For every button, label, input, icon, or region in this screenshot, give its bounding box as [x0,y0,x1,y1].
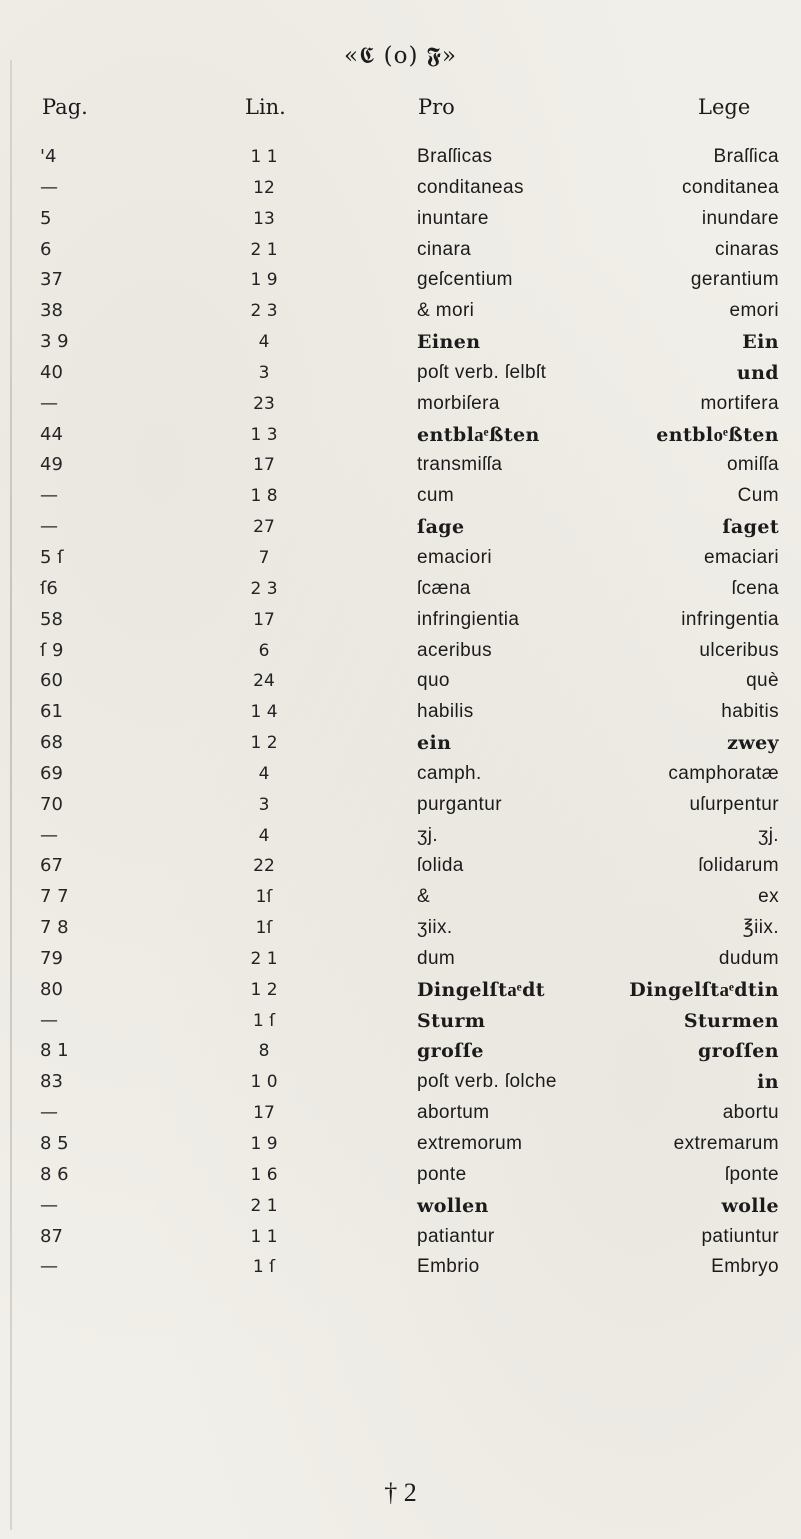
errata-line-number: 17 [253,455,275,476]
errata-correct-reading: cinaras [714,238,779,260]
errata-line-number: 1ſ [255,918,273,939]
errata-line-number: 4 [258,332,270,353]
errata-correct-reading: ʒj. [757,824,779,846]
errata-line-number: 2 1 [250,1195,278,1216]
errata-wrong-reading: abortum [417,1102,490,1124]
errata-page-number: 69 [40,762,63,784]
errata-row [0,358,801,389]
errata-correct-reading: und [736,361,779,384]
errata-row [0,543,801,574]
errata-page-number: — [40,1256,58,1278]
errata-wrong-reading: Einen [417,331,481,354]
errata-correct-reading: zwey [727,732,779,755]
errata-line-number: 2 1 [250,948,278,969]
errata-line-number: 22 [253,856,275,877]
errata-page-number: 8 5 [40,1133,69,1154]
errata-correct-reading: Dingelſtaͤdtin [629,978,779,1001]
errata-correct-reading: patiuntur [701,1225,779,1247]
errata-line-number: 12 [253,177,275,198]
errata-wrong-reading: poſt verb. ſolche [417,1071,557,1093]
errata-page-number: 83 [40,1071,63,1093]
errata-page-number: — [40,1102,58,1124]
errata-row [0,420,801,451]
errata-page-number: — [40,485,58,507]
column-header-pro: Pro [418,95,455,119]
errata-wrong-reading: ponte [417,1163,467,1185]
errata-row [0,605,801,636]
errata-correct-reading: entbloͤßten [656,423,779,446]
errata-row [0,296,801,327]
errata-page-number: 60 [40,670,63,692]
errata-wrong-reading: inuntare [417,207,489,229]
errata-wrong-reading: aceribus [417,639,493,661]
errata-row [0,759,801,790]
errata-page-number: 67 [40,855,63,877]
errata-line-number: 1ſ [255,887,273,908]
errata-row [0,235,801,266]
errata-line-number: 13 [253,208,275,229]
errata-row [0,173,801,204]
errata-page-number: 3 9 [40,331,69,353]
errata-line-number: 27 [253,517,275,538]
errata-row [0,1098,801,1129]
errata-page-number: — [40,392,58,414]
errata-page-number: — [40,1194,58,1216]
errata-table [0,142,801,1283]
errata-page-number: 80 [40,978,63,1000]
errata-correct-reading: ſcena [731,577,779,599]
errata-correct-reading: uſurpentur [689,793,779,815]
errata-correct-reading: conditanea [682,176,779,198]
errata-page-number: 7 8 [40,917,69,939]
errata-correct-reading: Cum [737,485,779,507]
errata-correct-reading: ſolidarum [698,855,779,877]
errata-line-number: 1 1 [250,147,278,167]
errata-wrong-reading: & [417,886,431,908]
errata-wrong-reading: transmiſſa [417,454,503,476]
errata-wrong-reading: dum [417,947,456,969]
errata-row [0,666,801,697]
errata-row [0,1222,801,1253]
errata-correct-reading: ulceribus [699,639,779,661]
errata-page-number: 8 6 [40,1163,69,1185]
errata-line-number: 1 3 [250,424,278,445]
errata-line-number: 17 [253,1103,275,1124]
errata-wrong-reading: ſage [417,516,465,539]
errata-row [0,204,801,235]
errata-line-number: 1 9 [250,270,278,291]
errata-wrong-reading: purgantur [417,793,502,815]
errata-correct-reading: wolle [721,1194,779,1217]
errata-wrong-reading: patiantur [417,1225,495,1247]
errata-correct-reading: gerantium [690,269,779,291]
errata-line-number: 1 2 [250,733,278,754]
errata-wrong-reading: ſolida [417,855,464,877]
errata-wrong-reading: habilis [417,701,474,723]
header-ornament: «𝕮 (o) 𝕱» [344,43,457,69]
errata-wrong-reading: wollen [417,1194,489,1217]
errata-correct-reading: omiſſa [726,454,779,476]
errata-correct-reading: Embryo [711,1256,779,1278]
errata-wrong-reading: groſſe [417,1040,484,1063]
errata-row [0,913,801,944]
errata-page-number: — [40,176,58,198]
errata-line-number: 1 8 [250,486,278,507]
errata-row [0,728,801,759]
errata-correct-reading: mortifera [700,392,779,414]
errata-page-number: 38 [40,300,63,322]
errata-line-number: 1 4 [250,702,278,723]
errata-row [0,636,801,667]
errata-wrong-reading: cum [417,485,455,507]
errata-wrong-reading: Sturm [417,1009,486,1032]
errata-page-number: 70 [40,793,63,815]
errata-row [0,882,801,913]
errata-line-number: 1 6 [250,1164,278,1185]
errata-line-number: 23 [253,393,275,414]
errata-row [0,389,801,420]
errata-row [0,265,801,296]
errata-page-number: 8 1 [40,1040,69,1062]
errata-page-number: 7 7 [40,886,69,908]
errata-line-number: 1 2 [250,979,278,1000]
signature-mark: † 2 [384,1478,417,1507]
errata-line-number: 24 [253,671,275,692]
errata-page-number: — [40,824,58,846]
errata-correct-reading: abortu [722,1102,779,1124]
errata-line-number: 1 0 [250,1072,278,1093]
errata-wrong-reading: ein [417,732,452,755]
errata-page-number: — [40,1009,58,1031]
errata-line-number: 4 [258,825,270,846]
errata-correct-reading: groſſen [697,1040,779,1063]
errata-wrong-reading: camph. [417,762,482,784]
errata-page-number: 5 [40,207,52,229]
errata-row [0,481,801,512]
errata-correct-reading: ex [758,886,779,908]
column-header-page: Pag. [42,95,88,119]
errata-correct-reading: emaciari [704,546,779,568]
errata-row [0,697,801,728]
errata-line-number: 1 9 [250,1134,278,1154]
errata-page-number: 61 [40,701,63,723]
errata-line-number: 2 3 [250,578,278,599]
column-header-line: Lin. [245,95,286,119]
errata-row [0,975,801,1006]
errata-line-number: 3 [258,362,270,383]
errata-row [0,1129,801,1160]
errata-wrong-reading: ſcæna [417,577,471,599]
errata-row [0,512,801,543]
errata-line-number: 3 [258,794,270,815]
errata-page-number: 87 [40,1225,63,1247]
errata-row [0,327,801,358]
errata-wrong-reading: quo [417,670,450,692]
errata-wrong-reading: geſcentium [417,269,513,291]
errata-page-number: 40 [40,361,63,383]
errata-correct-reading: habitis [721,701,779,723]
errata-page-number: 49 [40,454,63,476]
errata-line-number: 1 ſ [252,1010,276,1031]
errata-page-number: ſ6 [40,577,58,599]
errata-row [0,1160,801,1191]
errata-correct-reading: ℥iix. [742,917,779,939]
errata-row [0,821,801,852]
errata-correct-reading: emori [729,300,779,322]
column-header-lege: Lege [698,95,751,119]
errata-correct-reading: ſponte [724,1163,779,1185]
errata-wrong-reading: entblaͤßten [417,423,540,446]
errata-wrong-reading: ʒiix. [417,917,453,939]
errata-page-number: 58 [40,608,63,630]
errata-wrong-reading: extremorum [417,1133,523,1154]
errata-page-number: 44 [40,423,63,445]
errata-wrong-reading: ʒj. [417,824,439,846]
errata-correct-reading: Sturmen [683,1009,779,1032]
errata-correct-reading: camphoratæ [668,762,779,784]
errata-wrong-reading: cinara [417,238,472,260]
errata-row [0,142,801,173]
errata-row [0,851,801,882]
errata-page-number: 68 [40,732,63,754]
errata-wrong-reading: & mori [417,300,475,322]
errata-page-number: '4 [40,146,57,167]
errata-correct-reading: inundare [701,207,779,229]
errata-wrong-reading: infringientia [417,608,520,630]
errata-correct-reading: extremarum [673,1133,779,1154]
errata-line-number: 17 [253,609,275,630]
errata-correct-reading: infringentia [681,608,779,630]
errata-row [0,790,801,821]
errata-page-number: 5 ſ [40,546,64,568]
errata-wrong-reading: emaciori [417,546,492,568]
errata-wrong-reading: Braſſicas [417,146,493,167]
errata-row [0,574,801,605]
errata-page-number: ſ 9 [40,639,64,661]
errata-row [0,450,801,481]
errata-correct-reading: dudum [718,947,779,969]
errata-page-number: 79 [40,947,63,969]
errata-row [0,1036,801,1067]
errata-wrong-reading: morbiſera [417,392,500,414]
errata-correct-reading: Ein [742,331,779,354]
errata-wrong-reading: conditaneas [417,176,524,198]
errata-line-number: 4 [258,763,270,784]
errata-line-number: 8 [258,1041,270,1062]
errata-page-number: — [40,516,58,538]
errata-line-number: 7 [258,547,270,568]
errata-page-number: 6 [40,238,52,260]
errata-wrong-reading: Dingelſtaͤdt [417,978,545,1001]
errata-line-number: 2 3 [250,301,278,322]
errata-row [0,944,801,975]
errata-line-number: 2 1 [250,239,278,260]
errata-correct-reading: Braſſica [713,146,779,167]
errata-correct-reading: ſaget [722,516,779,539]
errata-line-number: 1 ſ [252,1257,276,1278]
errata-row [0,1006,801,1037]
errata-line-number: 1 1 [250,1226,278,1247]
errata-page-number: 37 [40,269,63,291]
errata-line-number: 6 [258,640,270,661]
errata-wrong-reading: poſt verb. ſelbſt [417,361,547,383]
errata-row [0,1067,801,1098]
errata-row [0,1252,801,1283]
errata-wrong-reading: Embrio [417,1256,480,1278]
errata-row [0,1191,801,1222]
errata-correct-reading: in [757,1071,779,1094]
errata-correct-reading: què [746,670,779,692]
